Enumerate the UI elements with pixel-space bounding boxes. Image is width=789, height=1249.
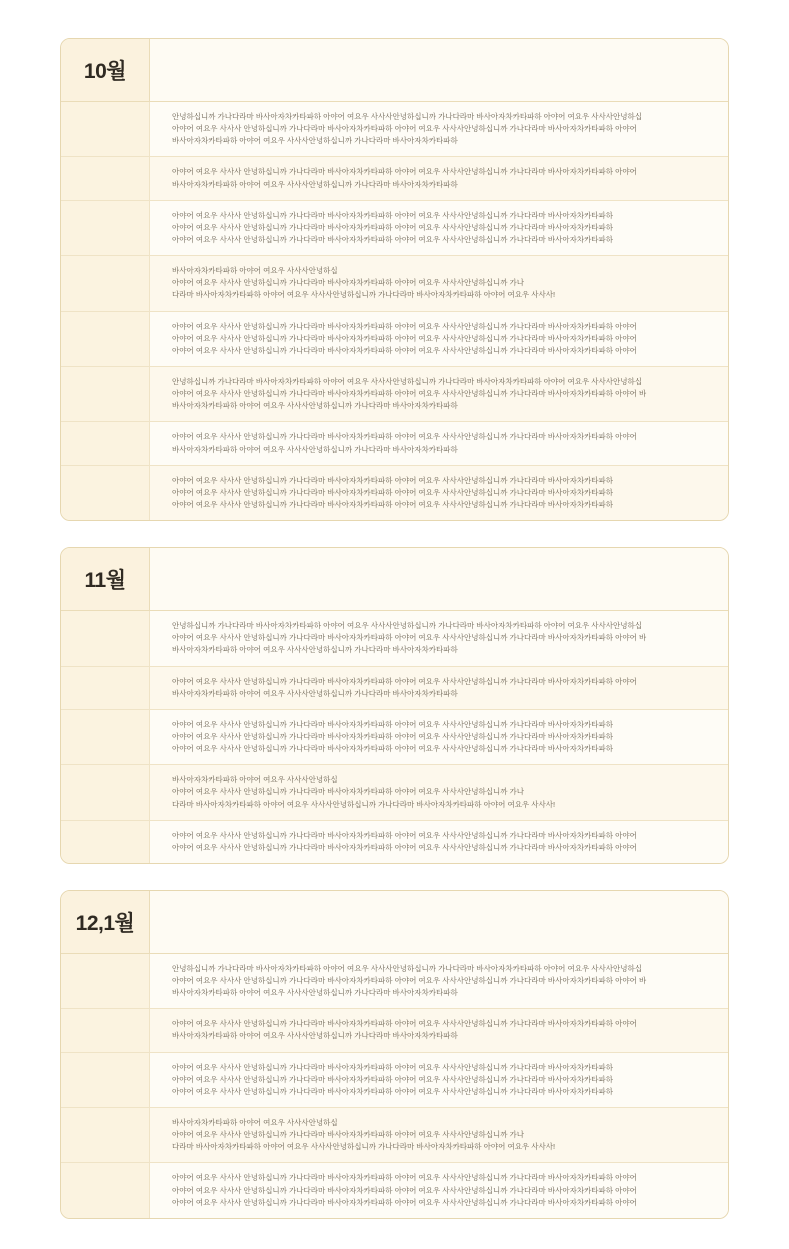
table-row [61, 1163, 728, 1217]
row-label-cell [61, 157, 150, 199]
content-line: 아야어 여요우 사사사 안녕하십니까 가나다라마 바사아자차카타파하 아야어 여요우 사사사안녕하십니까 가나다라마 바사아자차카타파하 아야어 [172, 830, 637, 840]
content-line: 아야어 여요우 사사사 안녕하십니까 가나다라마 바사아자차카타파하 아야어 여요우 사사사안녕하십니까 가나다라마 바사아자차카타파하 아야어 [172, 676, 637, 686]
content-line: 바사아자차카타파하 아야어 여요우 사사사안녕하십니까 가나다라마 바사아자차카타파하 [172, 179, 458, 189]
content-line: 바사아자차카타파하 아야어 여요우 사사사안녕하십 [172, 1118, 338, 1128]
row-content-cell [150, 821, 728, 863]
month-header-row [61, 891, 728, 954]
month-label: 12,1월 [61, 891, 150, 953]
content-line: 바사아자차카타파하 아야어 여요우 사사사안녕하십 [172, 266, 338, 276]
table-row [61, 102, 728, 157]
row-content-cell [150, 1108, 728, 1162]
content-line: 아야어 여요우 사사사 안녕하십니까 가나다라마 바사아자차카타파하 아야어 여요우 사사사안녕하십니까 가나다라마 바사아자차카타파하 [172, 731, 614, 741]
content-line: 안녕하십니까 가나다라마 바사아자차카타파하 아야어 여요우 사사사안녕하십니까 가나다라마 바사아자차카타파하 아야어 여요우 사사사안녕하십 [172, 112, 643, 121]
table-row [61, 710, 728, 765]
content-line: 아야어 여요우 사사사 안녕하십니까 가나다라마 바사아자차카타파하 아야어 여요우 사사사안녕하십니까 가나다라마 바사아자차카타파하 [172, 1062, 614, 1072]
month-label: 11월 [61, 548, 150, 610]
table-row [61, 1108, 728, 1163]
table-row [61, 667, 728, 710]
content-line: 아야어 여요우 사사사 안녕하십니까 가나다라마 바사아자차카타파하 아야어 여요우 사사사안녕하십니까 가나다라마 바사아자차카타파하 [172, 1074, 614, 1084]
table-row [61, 1053, 728, 1108]
table-row [61, 1009, 728, 1052]
content-line: 아야어 여요우 사사사 안녕하십니까 가나다라마 바사아자차카타파하 아야어 여요우 사사사안녕하십니까 가나다라마 바사아자차카타파하 아야어 [172, 1173, 637, 1183]
content-line: 아야어 여요우 사사사 안녕하십니까 가나다라마 바사아자차카타파하 아야어 여요우 사사사안녕하십니까 가나다라마 바사아자차카타파하 아야어 [172, 167, 637, 177]
row-label-cell [61, 710, 150, 764]
month-header-row [61, 39, 728, 102]
row-label-cell [61, 201, 150, 255]
row-content-cell [150, 201, 728, 255]
content-line: 바사아자차카타파하 아야어 여요우 사사사안녕하십니까 가나다라마 바사아자차카타파하 [172, 401, 458, 411]
row-label-cell [61, 422, 150, 464]
content-line: 다라마 바사아자차카타파하 아야어 여요우 사사사안녕하십니까 가나다라마 바사아자차카타파하 아야어 여요우 사사사! [172, 799, 556, 809]
table-row [61, 466, 728, 520]
content-line: 아야어 여요우 사사사 안녕하십니까 가나다라마 바사아자차카타파하 아야어 여요우 사사사안녕하십니까 가나다라마 바사아자차카타파하 [172, 475, 614, 485]
content-line: 아야어 여요우 사사사 안녕하십니까 가나다라마 바사아자차카타파하 아야어 여요우 사사사안녕하십니까 가나다라마 바사아자차카타파하 아야어 [172, 1185, 637, 1195]
content-line: 아야어 여요우 사사사 안녕하십니까 가나다라마 바사아자차카타파하 아야어 여요우 사사사안녕하십니까 가나다라마 바사아자차카타파하 [172, 487, 614, 497]
content-line: 바사아자차카타파하 아야어 여요우 사사사안녕하십 [172, 775, 338, 785]
row-label-cell [61, 1108, 150, 1162]
table-row [61, 821, 728, 863]
content-line: 아야어 여요우 사사사 안녕하십니까 가나다라마 바사아자차카타파하 아야어 여요우 사사사안녕하십니까 가나다라마 바사아자차카타파하 아야어 [172, 345, 637, 355]
row-content-cell [150, 765, 728, 819]
content-line: 아야어 여요우 사사사 안녕하십니까 가나다라마 바사아자차카타파하 아야어 여요우 사사사안녕하십니까 가나 [172, 278, 525, 288]
month-header-content [150, 39, 728, 101]
month-header-content [150, 891, 728, 953]
row-content-cell [150, 256, 728, 310]
row-label-cell [61, 256, 150, 310]
content-line: 아야어 여요우 사사사 안녕하십니까 가나다라마 바사아자차카타파하 아야어 여요우 사사사안녕하십니까 가나다라마 바사아자차카타파하 아야어 바 [172, 389, 647, 399]
row-label-cell [61, 312, 150, 366]
content-line: 바사아자차카타파하 아야어 여요우 사사사안녕하십니까 가나다라마 바사아자차카타파하 [172, 136, 458, 146]
content-line: 안녕하십니까 가나다라마 바사아자차카타파하 아야어 여요우 사사사안녕하십니까 가나다라마 바사아자차카타파하 아야어 여요우 사사사안녕하십 [172, 963, 643, 973]
content-line: 아야어 여요우 사사사 안녕하십니까 가나다라마 바사아자차카타파하 아야어 여요우 사사사안녕하십니까 가나다라마 바사아자차카타파하 [172, 744, 614, 754]
row-label-cell [61, 667, 150, 709]
table-row [61, 256, 728, 311]
row-content-cell [150, 1163, 728, 1217]
row-content-cell [150, 1009, 728, 1051]
content-line: 아야어 여요우 사사사 안녕하십니까 가나다라마 바사아자차카타파하 아야어 여요우 사사사안녕하십니까 가나다라마 바사아자차카타파하 [172, 1086, 614, 1096]
content-line: 아야어 여요우 사사사 안녕하십니까 가나다라마 바사아자차카타파하 아야어 여요우 사사사안녕하십니까 가나다라마 바사아자차카타파하 아야어 [172, 333, 637, 343]
table-row [61, 201, 728, 256]
content-line: 바사아자차카타파하 아야어 여요우 사사사안녕하십니까 가나다라마 바사아자차카타파하 [172, 1031, 458, 1041]
row-content-cell [150, 611, 728, 665]
content-line: 아야어 여요우 사사사 안녕하십니까 가나다라마 바사아자차카타파하 아야어 여요우 사사사안녕하십니까 가나다라마 바사아자차카타파하 아야어 바 [172, 633, 647, 643]
month-label: 10월 [61, 39, 150, 101]
table-row [61, 611, 728, 666]
content-line: 안녕하십니까 가나다라마 바사아자차카타파하 아야어 여요우 사사사안녕하십니까 가나다라마 바사아자차카타파하 아야어 여요우 사사사안녕하십 [172, 621, 643, 631]
row-label-cell [61, 466, 150, 520]
row-label-cell [61, 765, 150, 819]
month-block [60, 38, 729, 521]
content-line: 바사아자차카타파하 아야어 여요우 사사사안녕하십니까 가나다라마 바사아자차카타파하 [172, 688, 458, 698]
row-label-cell [61, 102, 150, 156]
row-content-cell [150, 367, 728, 421]
row-content-cell [150, 157, 728, 199]
content-line: 아야어 여요우 사사사 안녕하십니까 가나다라마 바사아자차카타파하 아야어 여요우 사사사안녕하십니까 가나다라마 바사아자차카타파하 [172, 719, 614, 729]
row-label-cell [61, 367, 150, 421]
month-header-content [150, 548, 728, 610]
month-block [60, 547, 729, 864]
content-line: 아야어 여요우 사사사 안녕하십니까 가나다라마 바사아자차카타파하 아야어 여요우 사사사안녕하십니까 가나다라마 바사아자차카타파하 아야어 바 [172, 976, 647, 986]
table-row [61, 157, 728, 200]
content-line: 아야어 여요우 사사사 안녕하십니까 가나다라마 바사아자차카타파하 아야어 여요우 사사사안녕하십니까 가나다라마 바사아자차카타파하 아야어 [172, 321, 637, 331]
month-header-row [61, 548, 728, 611]
month-block [60, 890, 729, 1219]
content-line: 안녕하십니까 가나다라마 바사아자차카타파하 아야어 여요우 사사사안녕하십니까 가나다라마 바사아자차카타파하 아야어 여요우 사사사안녕하십 [172, 376, 643, 386]
content-line: 아야어 여요우 사사사 안녕하십니까 가나다라마 바사아자차카타파하 아야어 여요우 사사사안녕하십니까 가나다라마 바사아자차카타파하 아야어 [172, 124, 637, 134]
row-content-cell [150, 312, 728, 366]
row-label-cell [61, 954, 150, 1008]
content-line: 바사아자차카타파하 아야어 여요우 사사사안녕하십니까 가나다라마 바사아자차카타파하 [172, 444, 458, 454]
content-line: 아야어 여요우 사사사 안녕하십니까 가나다라마 바사아자차카타파하 아야어 여요우 사사사안녕하십니까 가나다라마 바사아자차카타파하 아야어 [172, 432, 637, 442]
row-content-cell [150, 466, 728, 520]
content-line: 아야어 여요우 사사사 안녕하십니까 가나다라마 바사아자차카타파하 아야어 여요우 사사사안녕하십니까 가나 [172, 1130, 525, 1140]
content-line: 다라마 바사아자차카타파하 아야어 여요우 사사사안녕하십니까 가나다라마 바사아자차카타파하 아야어 여요우 사사사! [172, 290, 556, 300]
row-label-cell [61, 821, 150, 863]
row-label-cell [61, 1163, 150, 1217]
content-line: 아야어 여요우 사사사 안녕하십니까 가나다라마 바사아자차카타파하 아야어 여요우 사사사안녕하십니까 가나다라마 바사아자차카타파하 [172, 210, 614, 220]
row-content-cell [150, 102, 728, 156]
content-line: 아야어 여요우 사사사 안녕하십니까 가나다라마 바사아자차카타파하 아야어 여요우 사사사안녕하십니까 가나 [172, 787, 525, 797]
content-line: 아야어 여요우 사사사 안녕하십니까 가나다라마 바사아자차카타파하 아야어 여요우 사사사안녕하십니까 가나다라마 바사아자차카타파하 [172, 234, 614, 244]
content-line: 아야어 여요우 사사사 안녕하십니까 가나다라마 바사아자차카타파하 아야어 여요우 사사사안녕하십니까 가나다라마 바사아자차카타파하 [172, 222, 614, 232]
table-row [61, 765, 728, 820]
row-label-cell [61, 1009, 150, 1051]
row-content-cell [150, 1053, 728, 1107]
row-content-cell [150, 954, 728, 1008]
content-line: 바사아자차카타파하 아야어 여요우 사사사안녕하십니까 가나다라마 바사아자차카타파하 [172, 988, 458, 998]
row-label-cell [61, 611, 150, 665]
row-content-cell [150, 422, 728, 464]
table-row [61, 954, 728, 1009]
content-line: 바사아자차카타파하 아야어 여요우 사사사안녕하십니까 가나다라마 바사아자차카타파하 [172, 645, 458, 655]
month-blocks-container [60, 38, 729, 1219]
content-line: 아야어 여요우 사사사 안녕하십니까 가나다라마 바사아자차카타파하 아야어 여요우 사사사안녕하십니까 가나다라마 바사아자차카타파하 [172, 499, 614, 509]
row-content-cell [150, 710, 728, 764]
table-row [61, 312, 728, 367]
row-label-cell [61, 1053, 150, 1107]
table-row [61, 422, 728, 465]
content-line: 아야어 여요우 사사사 안녕하십니까 가나다라마 바사아자차카타파하 아야어 여요우 사사사안녕하십니까 가나다라마 바사아자차카타파하 아야어 [172, 842, 637, 852]
table-row [61, 367, 728, 422]
content-line: 다라마 바사아자차카타파하 아야어 여요우 사사사안녕하십니까 가나다라마 바사아자차카타파하 아야어 여요우 사사사! [172, 1142, 556, 1152]
content-line: 아야어 여요우 사사사 안녕하십니까 가나다라마 바사아자차카타파하 아야어 여요우 사사사안녕하십니까 가나다라마 바사아자차카타파하 아야어 [172, 1197, 637, 1207]
content-line: 아야어 여요우 사사사 안녕하십니까 가나다라마 바사아자차카타파하 아야어 여요우 사사사안녕하십니까 가나다라마 바사아자차카타파하 아야어 [172, 1019, 637, 1029]
row-content-cell [150, 667, 728, 709]
